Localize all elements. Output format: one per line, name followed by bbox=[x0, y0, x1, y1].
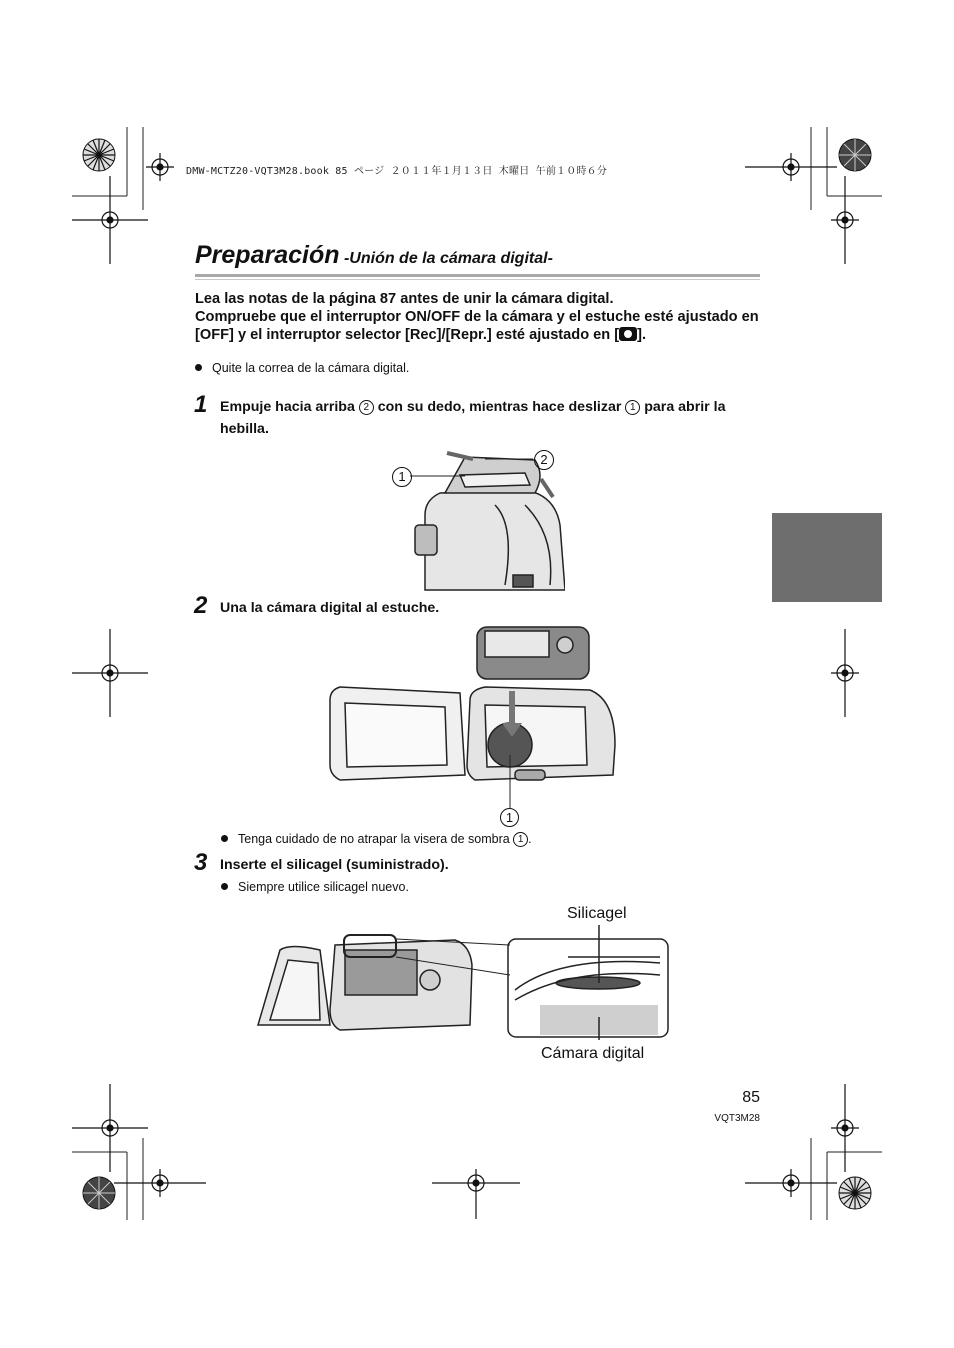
fig2-callout-1: 1 bbox=[500, 808, 519, 827]
step-3-number: 3 bbox=[194, 849, 208, 876]
page-title bbox=[195, 241, 553, 270]
bullet-silicagel: Siempre utilice silicagel nuevo. bbox=[221, 880, 409, 894]
figure-silicagel bbox=[250, 925, 675, 1040]
bullet-dot-icon bbox=[221, 883, 228, 890]
fig1-callout-1: 1 bbox=[392, 467, 412, 487]
bullet-visor: Tenga cuidado de no atrapar la visera de sombra 1 . bbox=[221, 832, 532, 847]
title-sub: -Unión de la cámara digital- bbox=[339, 250, 553, 267]
camera-mode-icon bbox=[619, 327, 637, 341]
bullet-dot-icon bbox=[195, 364, 202, 371]
document-code: VQT3M28 bbox=[714, 1113, 760, 1124]
print-header: DMW-MCTZ20-VQT3M28.book 85 ページ ２０１１年１月１３日 木曜日 午前１０時６分 bbox=[186, 166, 608, 177]
title-rule bbox=[195, 274, 760, 277]
intro-line-1: Lea las notas de la página 87 antes de unir la cámara digital. bbox=[195, 291, 614, 307]
fig1-callout-2: 2 bbox=[534, 450, 554, 470]
step-2-number: 2 bbox=[194, 592, 208, 619]
page-number: 85 bbox=[742, 1089, 760, 1106]
figure-camera-insert bbox=[325, 625, 625, 830]
step-1-text: Empuje hacia arriba 2 con su dedo, mientras hace deslizar 1 para abrir la hebilla. bbox=[220, 399, 726, 437]
section-tab bbox=[772, 513, 882, 602]
intro-line-2: Compruebe que el interruptor ON/OFF de la cámara y el estuche esté ajustado en [OFF] y el interruptor selector [Rec]/[Repr.] esté ajustado en [ ]. bbox=[195, 309, 759, 343]
bullet-strap: Quite la correa de la cámara digital. bbox=[195, 361, 409, 375]
fig3-label-silicagel: Silicagel bbox=[567, 905, 627, 922]
bullet-dot-icon bbox=[221, 835, 228, 842]
intro-text bbox=[195, 290, 765, 344]
step-1-number: 1 bbox=[194, 391, 208, 418]
step-3-text: Inserte el silicagel (suministrado). bbox=[220, 857, 449, 873]
step-2-text: Una la cámara digital al estuche. bbox=[220, 600, 440, 616]
title-main: Preparación bbox=[195, 241, 340, 269]
title-rule-thin bbox=[195, 279, 760, 280]
fig3-label-camera: Cámara digital bbox=[541, 1045, 645, 1062]
